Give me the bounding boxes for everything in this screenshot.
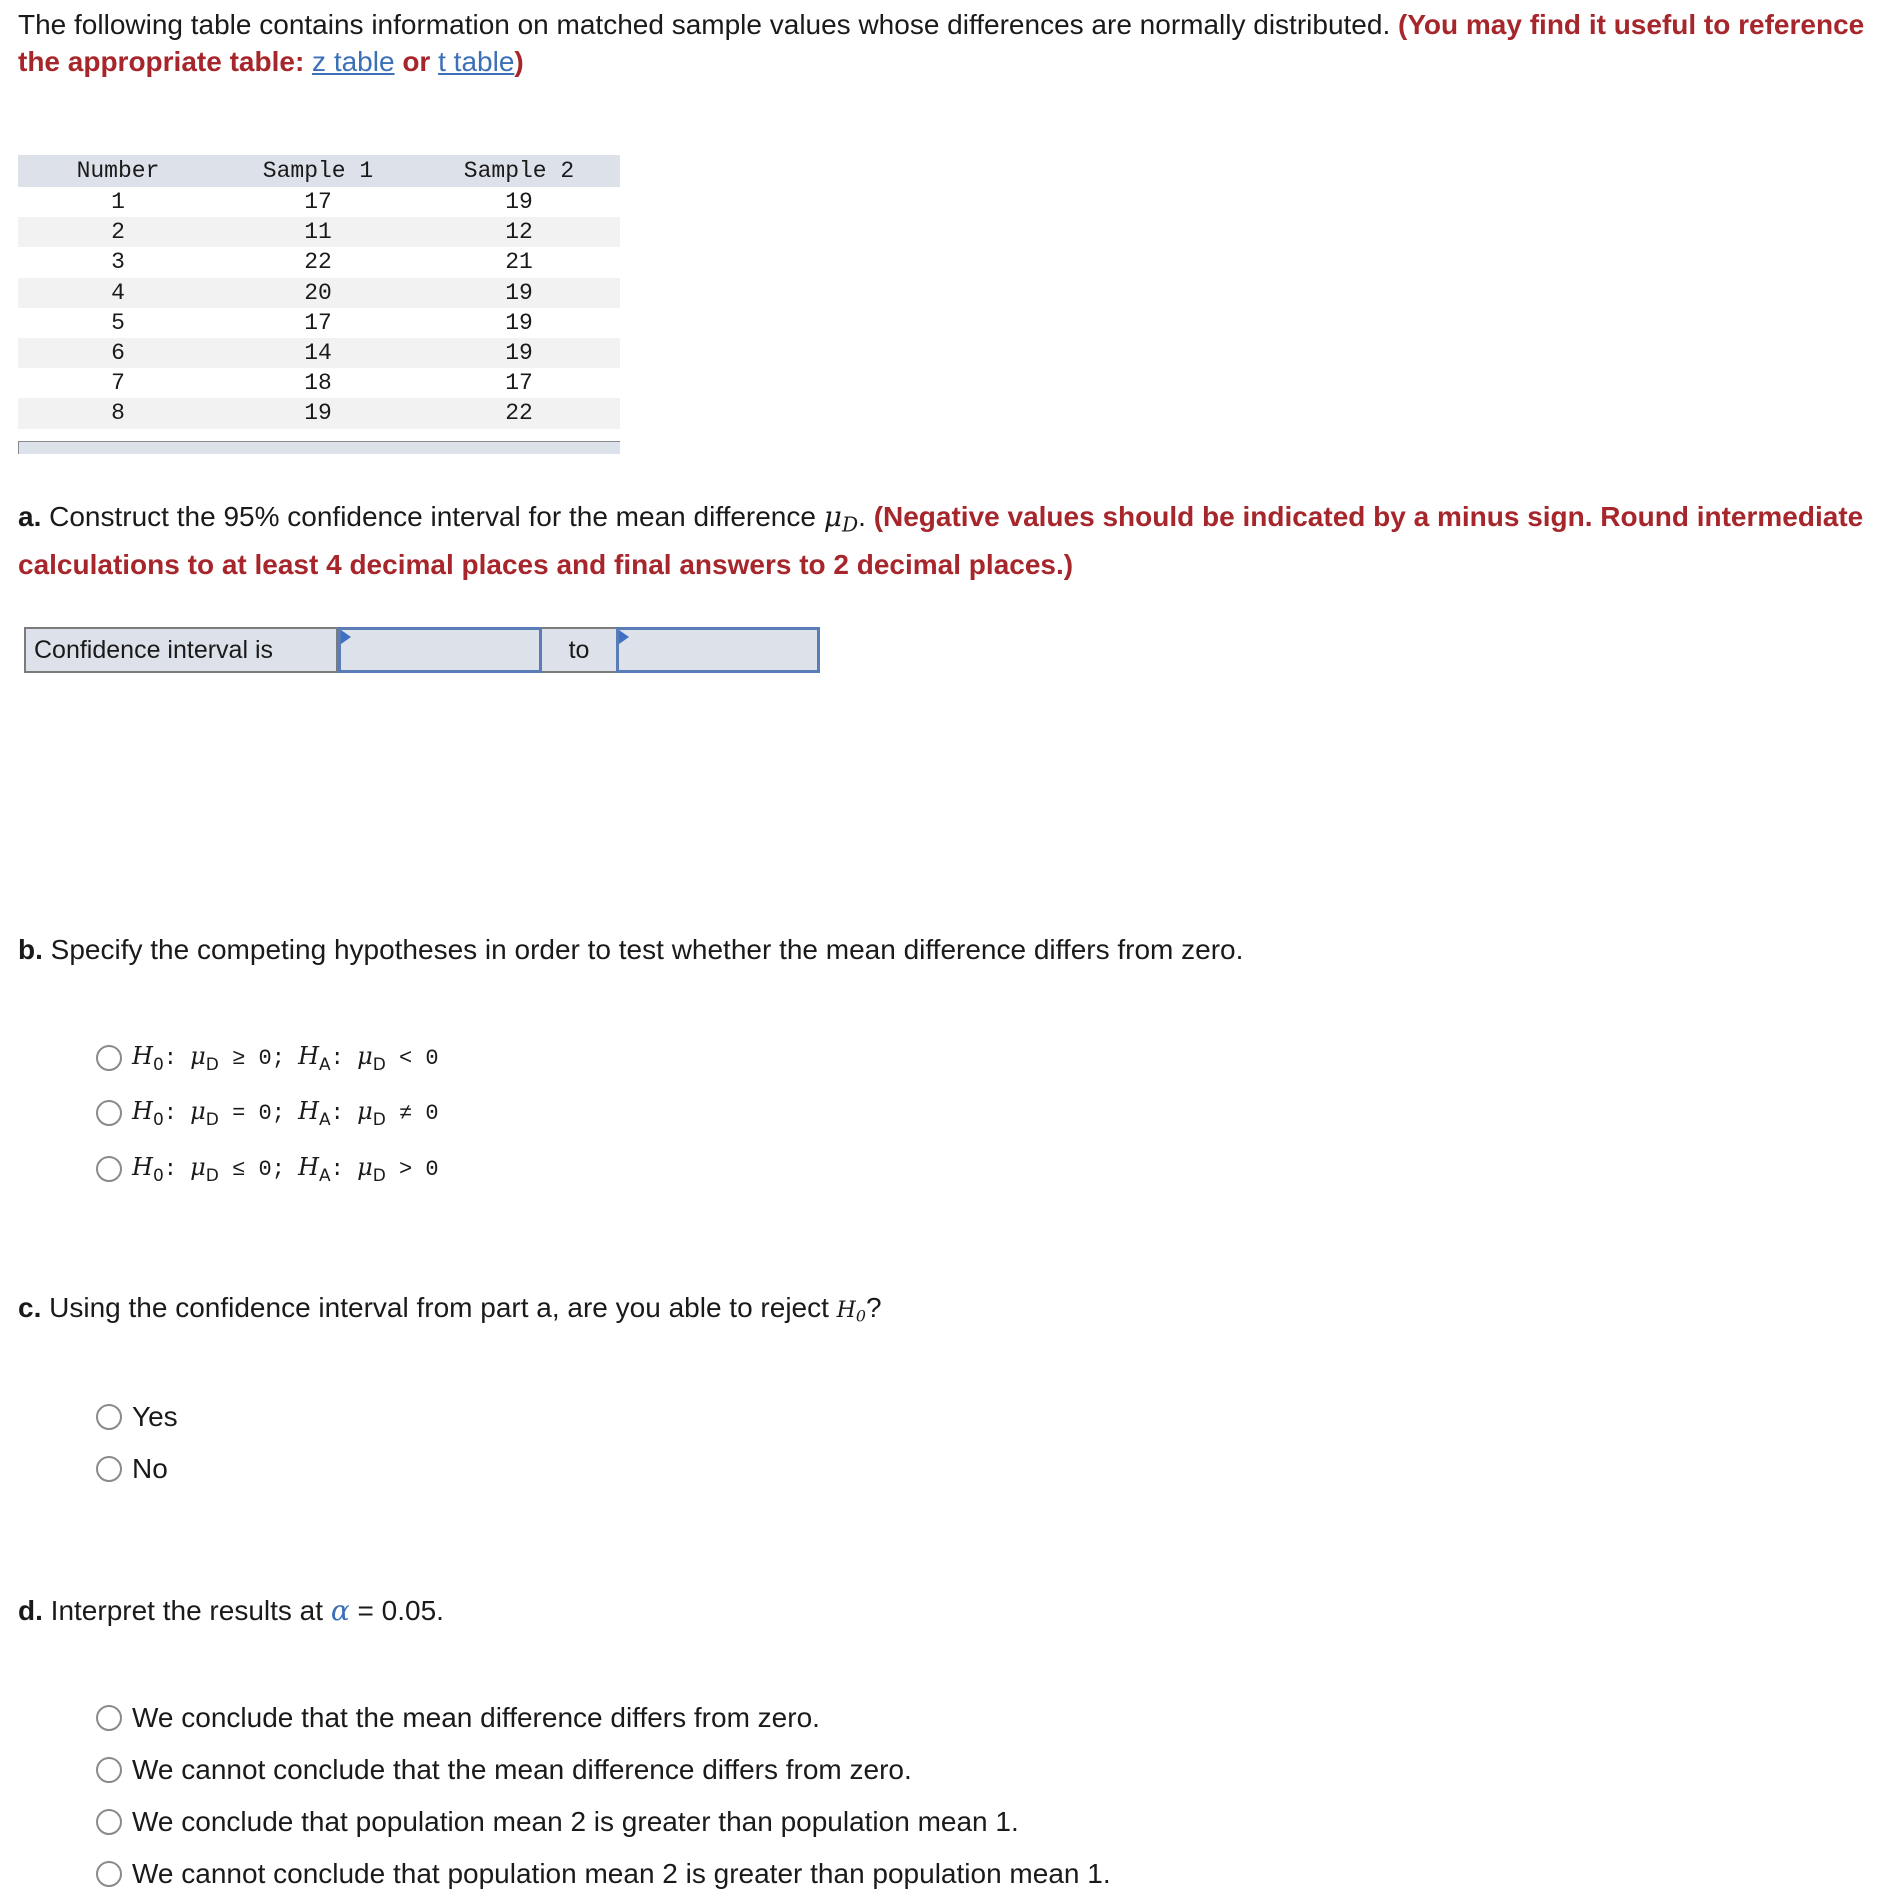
option-label: We conclude that the mean difference differs from zero.	[132, 1702, 820, 1733]
cell-number: 8	[18, 398, 218, 428]
part-a-text: Construct the 95% confidence interval for the mean difference	[49, 501, 816, 532]
ci-to-label: to	[542, 627, 616, 673]
radio-button[interactable]	[96, 1861, 122, 1887]
h0-symbol: $H_0$	[836, 1298, 866, 1326]
part-c-text: Using the confidence interval from part a, are you able to reject	[49, 1292, 829, 1323]
radio-button[interactable]	[96, 1705, 122, 1731]
cell-sample-2: 17	[505, 370, 533, 397]
option-label: We cannot conclude that population mean 2 is greater than population mean 1.	[132, 1858, 1111, 1889]
cell-sample-2: 21	[505, 249, 533, 276]
cell-sample-1: 18	[304, 370, 332, 397]
part-d-question	[18, 1592, 444, 1629]
table-row	[18, 368, 620, 398]
part-c-question	[18, 1289, 882, 1334]
part-b-letter: b.	[18, 934, 43, 965]
option-label: We cannot conclude that the mean difference differs from zero.	[132, 1754, 912, 1785]
table-row	[18, 278, 620, 308]
cell-number: 1	[111, 189, 125, 216]
table-row	[18, 308, 620, 338]
table-row	[18, 338, 620, 368]
hypothesis-label: $H_0$: $\mu_D \ge 0$; $H_A$: $\mu_D < 0$	[132, 1042, 439, 1075]
option-label: No	[132, 1453, 168, 1484]
cell-sample-2: 19	[505, 189, 533, 216]
part-a	[18, 497, 1888, 585]
radio-button[interactable]	[96, 1100, 122, 1126]
part-a-instruction: (Negative values should be indicated by a minus sign. Round intermediate calculations to at least 4 decimal places and final answers to 2 decimal places.)	[18, 501, 1864, 580]
intro-hint: (You may find it useful to reference the appropriate table: z table or t table)	[18, 9, 1865, 77]
option-label: We conclude that population mean 2 is greater than population mean 1.	[132, 1806, 1019, 1837]
ci-lower-input[interactable]	[341, 630, 539, 670]
ci-upper-input-box	[616, 627, 820, 673]
cell-number: 4	[18, 278, 218, 308]
radio-button[interactable]	[96, 1757, 122, 1783]
header-sample-1: Sample 1	[218, 155, 418, 187]
part-c-question-mark: ?	[865, 1292, 882, 1323]
radio-button[interactable]	[96, 1456, 122, 1482]
z-table-link[interactable]: z table	[312, 46, 395, 77]
yes-option[interactable]	[96, 1401, 178, 1433]
interpretation-option[interactable]	[96, 1702, 820, 1734]
ci-label: Confidence interval is	[24, 627, 338, 673]
cell-number: 7	[111, 370, 125, 397]
hypothesis-label: $H_0$: $\mu_D = 0$; $H_A$: $\mu_D \ne 0$	[132, 1097, 439, 1130]
table-row	[18, 398, 620, 428]
cell-sample-1: 22	[304, 249, 332, 276]
no-option[interactable]	[96, 1453, 168, 1485]
hypothesis-label: $H_0$: $\mu_D \le 0$; $H_A$: $\mu_D > 0$	[132, 1153, 439, 1186]
ci-lower-input-box	[338, 627, 542, 673]
table-row	[18, 217, 620, 247]
table-footer-bar	[18, 441, 620, 454]
cell-sample-1: 17	[304, 309, 332, 336]
part-b-text: Specify the competing hypotheses in order to test whether the mean difference differs from zero.	[50, 934, 1244, 965]
alpha-symbol: α	[330, 1594, 350, 1627]
cell-number: 3	[111, 249, 125, 276]
hypothesis-option[interactable]	[96, 1097, 439, 1130]
alpha-value: = 0.05.	[357, 1595, 444, 1626]
radio-button[interactable]	[96, 1045, 122, 1071]
data-table-container	[18, 155, 620, 454]
cell-sample-2: 19	[418, 338, 620, 368]
cell-sample-1: 20	[218, 278, 418, 308]
part-a-letter: a.	[18, 501, 42, 532]
interpretation-option[interactable]	[96, 1754, 912, 1786]
data-table	[18, 155, 620, 429]
cell-sample-2: 12	[418, 217, 620, 247]
part-d-letter: d.	[18, 1595, 43, 1626]
mu-d-symbol: $\mu_D$	[823, 500, 859, 537]
cell-sample-2: 22	[418, 398, 620, 428]
hypothesis-option[interactable]	[96, 1153, 439, 1186]
part-a-question	[18, 497, 1888, 585]
cell-number: 5	[111, 309, 125, 336]
header-number: Number	[18, 155, 218, 187]
radio-button[interactable]	[96, 1809, 122, 1835]
cell-sample-1: 17	[304, 189, 332, 216]
interpretation-option[interactable]	[96, 1858, 1111, 1890]
option-label: Yes	[132, 1401, 178, 1432]
cell-sample-2: 19	[505, 309, 533, 336]
t-table-link[interactable]: t table	[438, 46, 515, 77]
intro-paragraph	[18, 6, 1888, 80]
hypothesis-option[interactable]	[96, 1042, 439, 1075]
part-d-text: Interpret the results at	[50, 1595, 324, 1626]
part-a-period: .	[858, 501, 866, 532]
ci-upper-input[interactable]	[619, 630, 817, 670]
confidence-interval-row	[24, 627, 820, 673]
cell-sample-1: 14	[218, 338, 418, 368]
radio-button[interactable]	[96, 1404, 122, 1430]
table-row	[18, 247, 620, 277]
intro-text: The following table contains information on matched sample values whose differences are normally distributed.	[18, 9, 1391, 40]
part-b-question	[18, 931, 1243, 968]
cell-sample-2: 19	[418, 278, 620, 308]
cell-number: 6	[18, 338, 218, 368]
table-header-row	[18, 155, 620, 187]
cell-number: 2	[18, 217, 218, 247]
cell-sample-1: 19	[218, 398, 418, 428]
table-row	[18, 187, 620, 217]
interpretation-option[interactable]	[96, 1806, 1019, 1838]
header-sample-2: Sample 2	[418, 155, 620, 187]
part-c-letter: c.	[18, 1292, 42, 1323]
radio-button[interactable]	[96, 1156, 122, 1182]
cell-sample-1: 11	[218, 217, 418, 247]
